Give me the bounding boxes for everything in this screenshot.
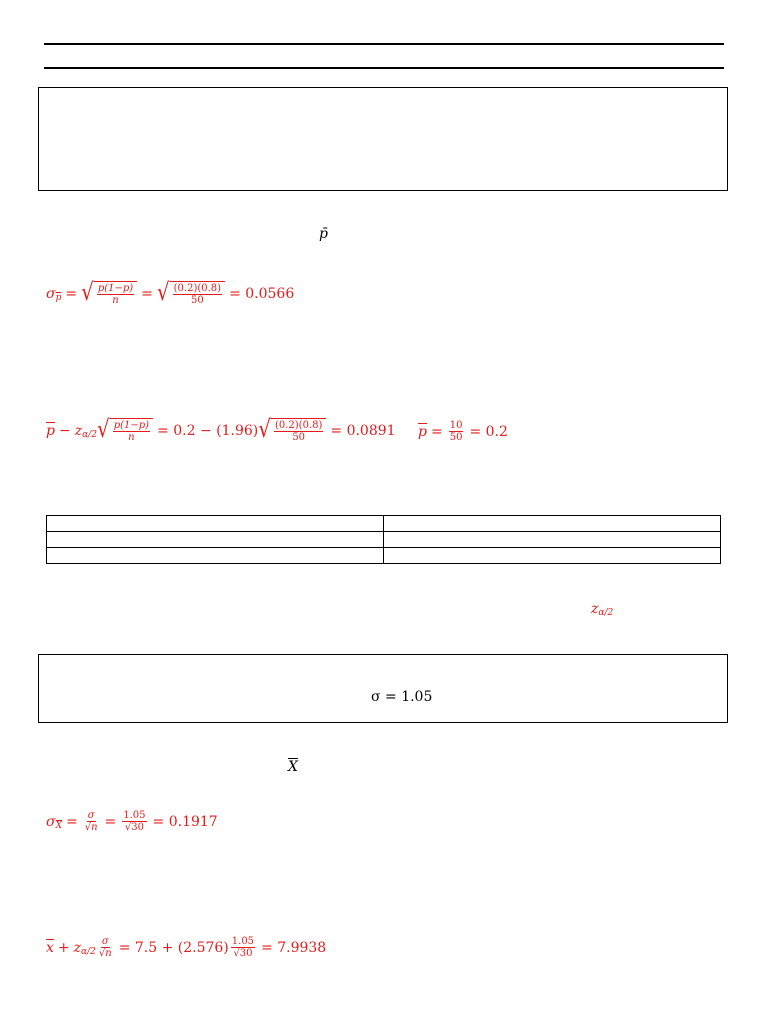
result: = 0.1917 xyxy=(152,813,218,830)
middle-term: = 0.2 − (1.96) xyxy=(157,422,259,439)
fraction-numerator: 10 xyxy=(449,420,463,431)
table-row xyxy=(47,532,721,548)
minus: − xyxy=(58,422,71,439)
table-cell xyxy=(384,548,721,564)
x-bar-symbol: $\overline{X}$ xyxy=(288,759,298,775)
fraction-numerator: (0.2)(0.8) xyxy=(274,420,323,431)
sigma-subscript: $\overline{p}$ xyxy=(55,292,62,303)
equals: = xyxy=(430,423,443,440)
x-bar: $\overline{x}$ xyxy=(46,939,54,956)
z-symbol: z xyxy=(74,422,83,439)
fraction-denominator: 50 xyxy=(191,295,204,306)
table-row xyxy=(47,516,721,532)
p-bar-symbol: p̄ xyxy=(319,226,328,242)
table-cell xyxy=(47,516,384,532)
sigma-p-formula xyxy=(46,277,295,307)
p-bar: $\overline{p}$ xyxy=(46,422,55,439)
result: = 0.2 xyxy=(469,423,508,440)
sqrt-radical: √ $\frac{p(1-p)}{n}$ xyxy=(81,281,137,306)
fraction-numerator: (0.2)(0.8) xyxy=(173,283,222,294)
fraction-numerator: p(1−p) xyxy=(97,283,134,294)
equals: = xyxy=(141,285,153,302)
sqrt-radical: √ $\frac{(0.2)(0.8)}{50}$ xyxy=(157,281,225,306)
plus: + xyxy=(57,939,70,956)
header-rule-bottom xyxy=(44,67,724,69)
fraction-denominator: n xyxy=(112,295,119,306)
fraction-numerator: 1.05 xyxy=(231,936,255,947)
ci-p-formula xyxy=(46,414,396,444)
table-cell xyxy=(47,532,384,548)
header-rule-top xyxy=(44,43,724,45)
ci-x-formula xyxy=(46,936,326,959)
z-subscript: α/2 xyxy=(81,946,96,957)
fraction-denominator: √n xyxy=(98,948,112,959)
result: = 0.0566 xyxy=(229,285,295,302)
table-cell xyxy=(384,532,721,548)
fraction-numerator: p(1−p) xyxy=(113,420,150,431)
p-hat-formula xyxy=(418,420,508,443)
sigma-symbol: σ xyxy=(46,813,56,830)
equals: = xyxy=(104,813,117,830)
fraction-numerator: σ xyxy=(87,810,95,821)
equals: = xyxy=(65,813,78,830)
sqrt-radical: √ $\frac{p(1-p)}{n}$ xyxy=(97,418,153,443)
fraction-numerator: σ xyxy=(101,936,109,947)
fraction-denominator: 50 xyxy=(449,432,463,443)
table-cell xyxy=(384,516,721,532)
sigma-symbol: σ xyxy=(46,285,56,302)
fraction-denominator: 50 xyxy=(292,432,306,443)
sigma-value: σ = 1.05 xyxy=(371,689,433,705)
fraction-numerator: 1.05 xyxy=(123,810,146,821)
p-bar: $\overline{p}$ xyxy=(418,423,427,440)
z-subscript: α/2 xyxy=(82,429,97,440)
z-subscript: α/2 xyxy=(598,608,614,618)
z-symbol: z xyxy=(73,939,82,956)
fraction-denominator: √30 xyxy=(124,822,144,833)
data-table xyxy=(46,515,721,564)
table-cell xyxy=(47,548,384,564)
fraction-denominator: n xyxy=(128,432,135,443)
z-symbol: z xyxy=(591,601,599,617)
fraction-denominator: √n xyxy=(84,822,98,833)
problem-box-1 xyxy=(38,87,728,191)
sqrt-radical: √ $\frac{(0.2)(0.8)}{50}$ xyxy=(258,418,326,443)
middle-term: = 7.5 + (2.576) xyxy=(118,939,229,956)
result: = 7.9938 xyxy=(261,939,327,956)
table-row xyxy=(47,548,721,564)
sigma-subscript: $\overline{X}$ xyxy=(55,820,62,831)
sigma-x-formula xyxy=(46,810,218,833)
fraction-denominator: √30 xyxy=(233,948,253,959)
z-alpha-label xyxy=(591,601,613,617)
result: = 0.0891 xyxy=(330,422,396,439)
equals: = xyxy=(65,285,78,302)
